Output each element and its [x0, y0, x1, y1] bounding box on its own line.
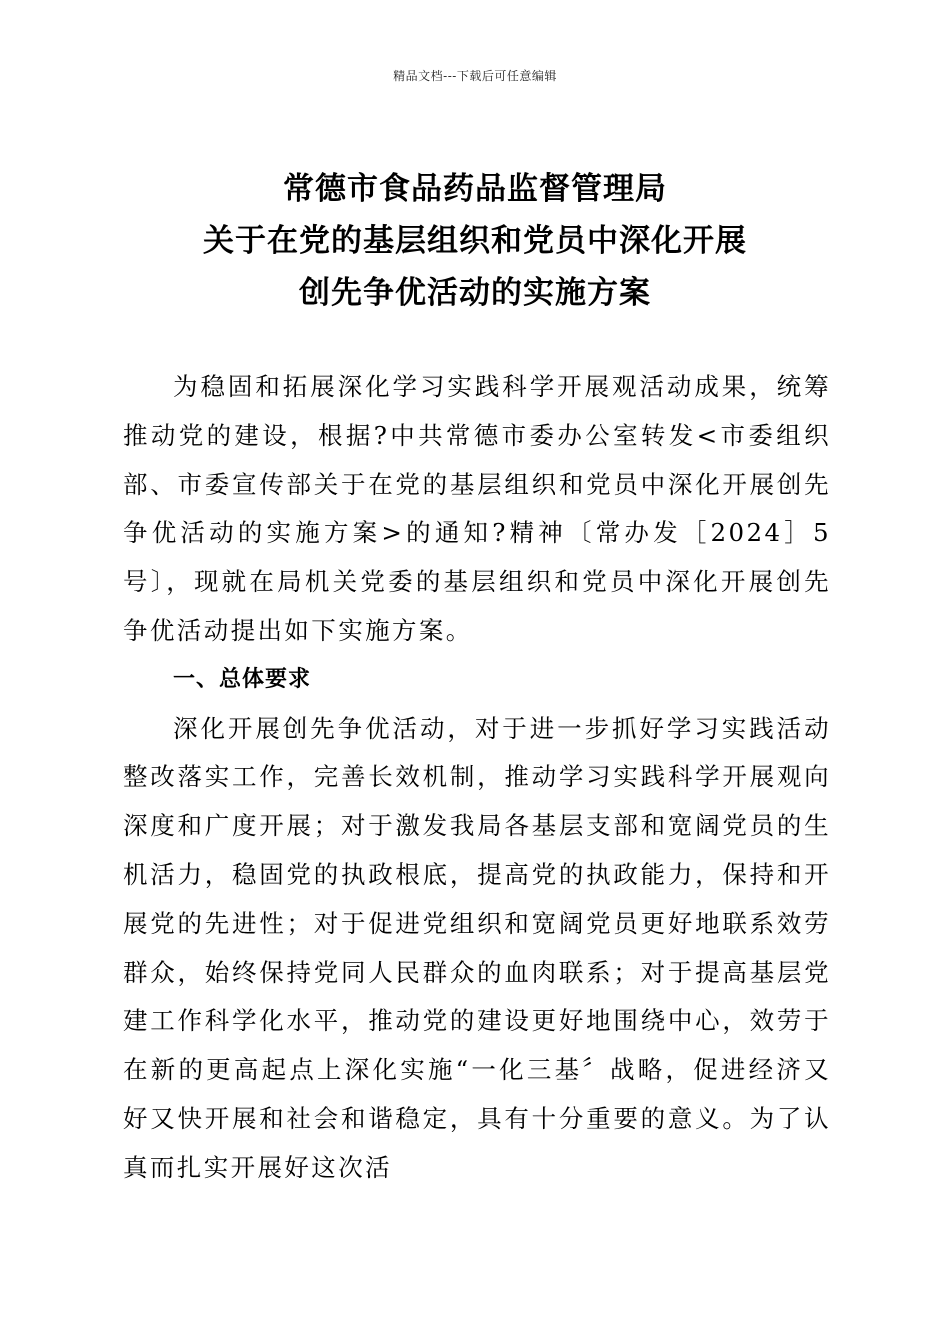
- section-heading-general-requirements: 一、总体要求: [173, 666, 312, 692]
- title-line-3: 创先争优活动的实施方案: [299, 275, 651, 311]
- intro-paragraph: 为稳固和拓展深化学习实践科学开展观活动成果，统筹推动党的建设，根据?中共常德市委办公室转发<市委组织部、市委宣传部关于在党的基层组织和党员中深化开展创先争优活动的实施方案>的通知?精神〔常办发［2024］5号〕，现就在局机关党委的基层组织和党员中深化开展创先争优活动提出如下实施方案。: [123, 372, 831, 645]
- section-paragraph: 深化开展创先争优活动，对于进一步抓好学习实践活动整改落实工作，完善长效机制，推动学习实践科学开展观向深度和广度开展；对于激发我局各基层支部和宽阔党员的生机活力，稳固党的执政根底，提高党的执政能力，保持和开展党的先进性；对于促进党组织和宽阔党员更好地联系效劳群众，始终保持党同人民群众的血肉联系；对于提高基层党建工作科学化水平，推动党的建设更好地围绕中心，效劳于在新的更高起点上深化实施“一化三基〞战略，促进经济又好又快开展和社会和谐稳定，具有十分重要的意义。为了认真而扎实开展好这次活: [123, 713, 831, 1182]
- title-line-1: 常德市食品药品监督管理局: [283, 171, 667, 207]
- title-line-2: 关于在党的基层组织和党员中深化开展: [203, 223, 747, 259]
- document-body: [123, 363, 831, 1193]
- document-title: [0, 163, 950, 319]
- header-note: 精品文档---下载后可任意编辑: [393, 69, 557, 83]
